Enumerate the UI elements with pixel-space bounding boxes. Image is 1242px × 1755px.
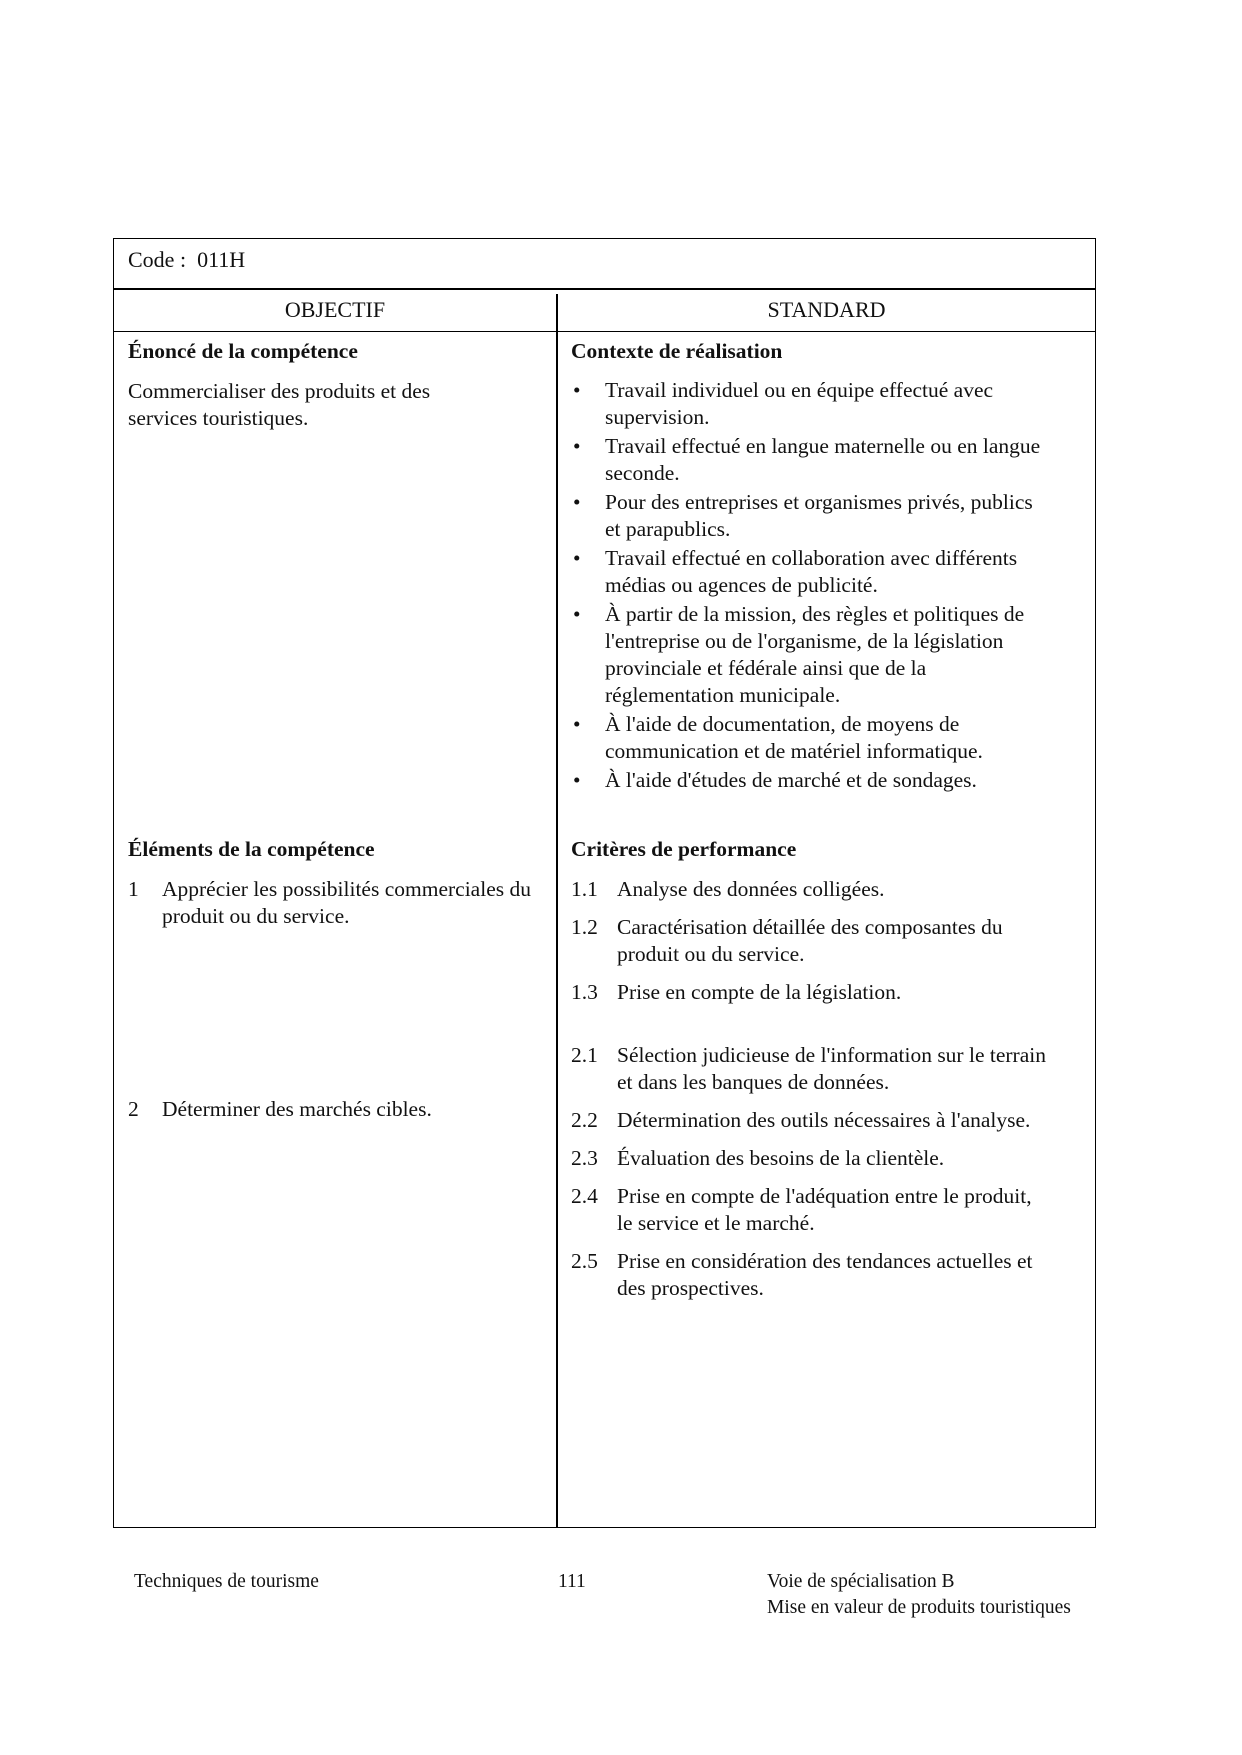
critere-number: 1.3 bbox=[571, 980, 598, 1004]
contexte-heading: Contexte de réalisation bbox=[571, 339, 783, 363]
critere-item bbox=[571, 876, 1051, 903]
contexte-item-text: Travail effectué en langue maternelle ou en langue seconde. bbox=[605, 434, 1041, 485]
contexte-item-text: Travail effectué en collaboration avec différents médias ou agences de publicité. bbox=[605, 546, 1018, 597]
critere-item bbox=[571, 1248, 1051, 1302]
code-label: Code : bbox=[128, 247, 187, 272]
critere-item bbox=[571, 914, 1051, 968]
header-objectif: OBJECTIF bbox=[284, 297, 386, 322]
code-value: 011H bbox=[197, 247, 246, 272]
bullet: • bbox=[573, 378, 581, 402]
critere-text: Prise en compte de la législation. bbox=[617, 980, 902, 1004]
contexte-item-text: Pour des entreprises et organismes privés, publics et parapublics. bbox=[605, 490, 1033, 541]
critere-number: 2.2 bbox=[571, 1108, 598, 1132]
bullet: • bbox=[573, 546, 581, 570]
critere-item bbox=[571, 1107, 1051, 1134]
element-number: 1 bbox=[128, 877, 139, 901]
code-row bbox=[114, 239, 1095, 290]
critere-number: 2.4 bbox=[571, 1184, 598, 1208]
competency-table bbox=[113, 238, 1096, 1528]
contexte-item bbox=[571, 433, 1051, 487]
enonce-text: Commercialiser des produits et des services touristiques. bbox=[128, 379, 431, 430]
bullet: • bbox=[573, 490, 581, 514]
footer-page-number: 111 bbox=[558, 1571, 586, 1592]
elements-heading: Éléments de la compétence bbox=[128, 837, 375, 861]
contexte-item bbox=[571, 711, 1051, 765]
contexte-list bbox=[571, 377, 1051, 794]
elements-heading-block bbox=[128, 836, 544, 863]
critere-text: Prise en compte de l'adéquation entre le produit, le service et le marché. bbox=[617, 1184, 1032, 1235]
column-header-row bbox=[114, 290, 1095, 332]
critere-item bbox=[571, 1042, 1051, 1096]
footer-right-line-2: Mise en valeur de produits touristiques bbox=[767, 1597, 1071, 1618]
critere-number: 1.1 bbox=[571, 877, 598, 901]
critere-item bbox=[571, 1145, 1051, 1172]
bullet: • bbox=[573, 602, 581, 626]
criteres-heading-block bbox=[571, 836, 1051, 863]
critere-text: Analyse des données colligées. bbox=[617, 877, 885, 901]
footer-right-line-1: Voie de spécialisation B bbox=[767, 1571, 955, 1592]
header-standard: STANDARD bbox=[767, 297, 886, 322]
critere-text: Détermination des outils nécessaires à l'analyse. bbox=[617, 1108, 1031, 1132]
footer-right bbox=[767, 1569, 1071, 1621]
bullet: • bbox=[573, 434, 581, 458]
column-divider bbox=[556, 294, 558, 1527]
criteres-group-1 bbox=[571, 876, 1051, 1017]
contexte-item bbox=[571, 377, 1051, 431]
critere-item bbox=[571, 979, 1051, 1006]
contexte-item bbox=[571, 767, 1051, 794]
critere-number: 2.1 bbox=[571, 1043, 598, 1067]
critere-text: Évaluation des besoins de la clientèle. bbox=[617, 1146, 945, 1170]
contexte-item-text: À partir de la mission, des règles et politiques de l'entreprise ou de l'organisme, de la législation provinciale et fédérale ainsi que de la réglementation municipale. bbox=[605, 602, 1025, 707]
critere-number: 2.3 bbox=[571, 1146, 598, 1170]
element-item bbox=[128, 876, 544, 930]
critere-item bbox=[571, 1183, 1051, 1237]
critere-text: Prise en considération des tendances actuelles et des prospectives. bbox=[617, 1249, 1033, 1300]
contexte-item-text: À l'aide de documentation, de moyens de communication et de matériel informatique. bbox=[605, 712, 983, 763]
element-number: 2 bbox=[128, 1097, 139, 1121]
element-text: Apprécier les possibilités commerciales du produit ou du service. bbox=[162, 877, 531, 928]
contexte-item bbox=[571, 601, 1051, 709]
critere-number: 1.2 bbox=[571, 915, 598, 939]
contexte-item bbox=[571, 545, 1051, 599]
contexte-item bbox=[571, 489, 1051, 543]
contexte-item-text: À l'aide d'études de marché et de sondages. bbox=[605, 768, 977, 792]
bullet: • bbox=[573, 712, 581, 736]
criteres-group-2 bbox=[571, 1042, 1051, 1313]
contexte-section bbox=[571, 338, 1051, 796]
bullet: • bbox=[573, 768, 581, 792]
critere-text: Sélection judicieuse de l'information sur le terrain et dans les banques de données. bbox=[617, 1043, 1046, 1094]
criteres-heading: Critères de performance bbox=[571, 837, 797, 861]
critere-text: Caractérisation détaillée des composantes du produit ou du service. bbox=[617, 915, 1003, 966]
contexte-item-text: Travail individuel ou en équipe effectué avec supervision. bbox=[605, 378, 994, 429]
critere-number: 2.5 bbox=[571, 1249, 598, 1273]
footer-left: Techniques de tourisme bbox=[134, 1571, 319, 1592]
enonce-section bbox=[128, 338, 544, 432]
enonce-heading: Énoncé de la compétence bbox=[128, 339, 358, 363]
element-item bbox=[128, 1096, 544, 1123]
element-text: Déterminer des marchés cibles. bbox=[162, 1097, 432, 1121]
